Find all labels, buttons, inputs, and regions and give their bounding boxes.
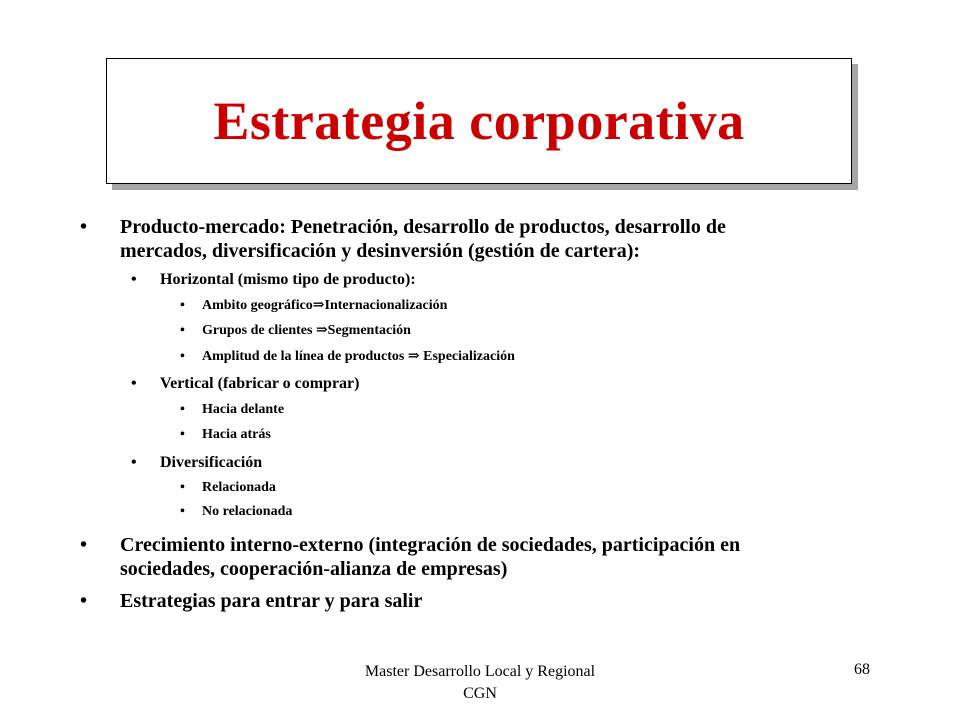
bullet-icon: • xyxy=(80,590,88,612)
bullet-icon: • xyxy=(180,349,185,364)
list-item: Hacia delante xyxy=(202,402,285,417)
footer-line: CGN xyxy=(463,685,497,702)
list-item: Hacia atrás xyxy=(202,427,271,442)
list-item: No relacionada xyxy=(202,504,293,519)
list-item: Horizontal (mismo tipo de producto): xyxy=(160,271,416,288)
bullet-icon: • xyxy=(180,323,185,338)
bullet-icon: • xyxy=(180,504,185,519)
list-item-line: mercados, diversificación y desinversión (gestión de cartera): xyxy=(120,240,641,262)
bullet-icon: • xyxy=(180,427,185,442)
list-item: Relacionada xyxy=(202,480,276,495)
list-item-line: sociedades, cooperación-alianza de empresas) xyxy=(120,558,508,580)
list-item: Ambito geográfico⇒Internacionalización xyxy=(202,298,448,313)
page-number: 68 xyxy=(854,661,870,678)
bullet-icon: • xyxy=(180,402,185,417)
slide-title: Estrategia corporativa xyxy=(213,91,745,151)
bullet-icon: • xyxy=(80,216,88,238)
bullet-icon: • xyxy=(131,271,137,288)
list-item: Amplitud de la línea de productos ⇒ Especialización xyxy=(202,349,515,364)
list-item: Diversificación xyxy=(160,454,263,471)
list-item: Grupos de clientes ⇒Segmentación xyxy=(202,323,411,338)
list-item: Estrategias para entrar y para salir xyxy=(120,590,423,612)
footer-text xyxy=(330,661,630,705)
bullet-icon: • xyxy=(131,375,137,392)
bullet-icon: • xyxy=(80,534,88,556)
footer-line: Master Desarrollo Local y Regional xyxy=(364,663,596,680)
list-item: Vertical (fabricar o comprar) xyxy=(160,375,360,392)
list-item-line: Producto-mercado: Penetración, desarrollo de productos, desarrollo de xyxy=(120,216,726,238)
bullet-icon: • xyxy=(180,298,185,313)
list-item-line: Crecimiento interno-externo (integración de sociedades, participación en xyxy=(120,534,741,556)
bullet-icon: • xyxy=(131,454,137,471)
bullet-icon: • xyxy=(180,480,185,495)
